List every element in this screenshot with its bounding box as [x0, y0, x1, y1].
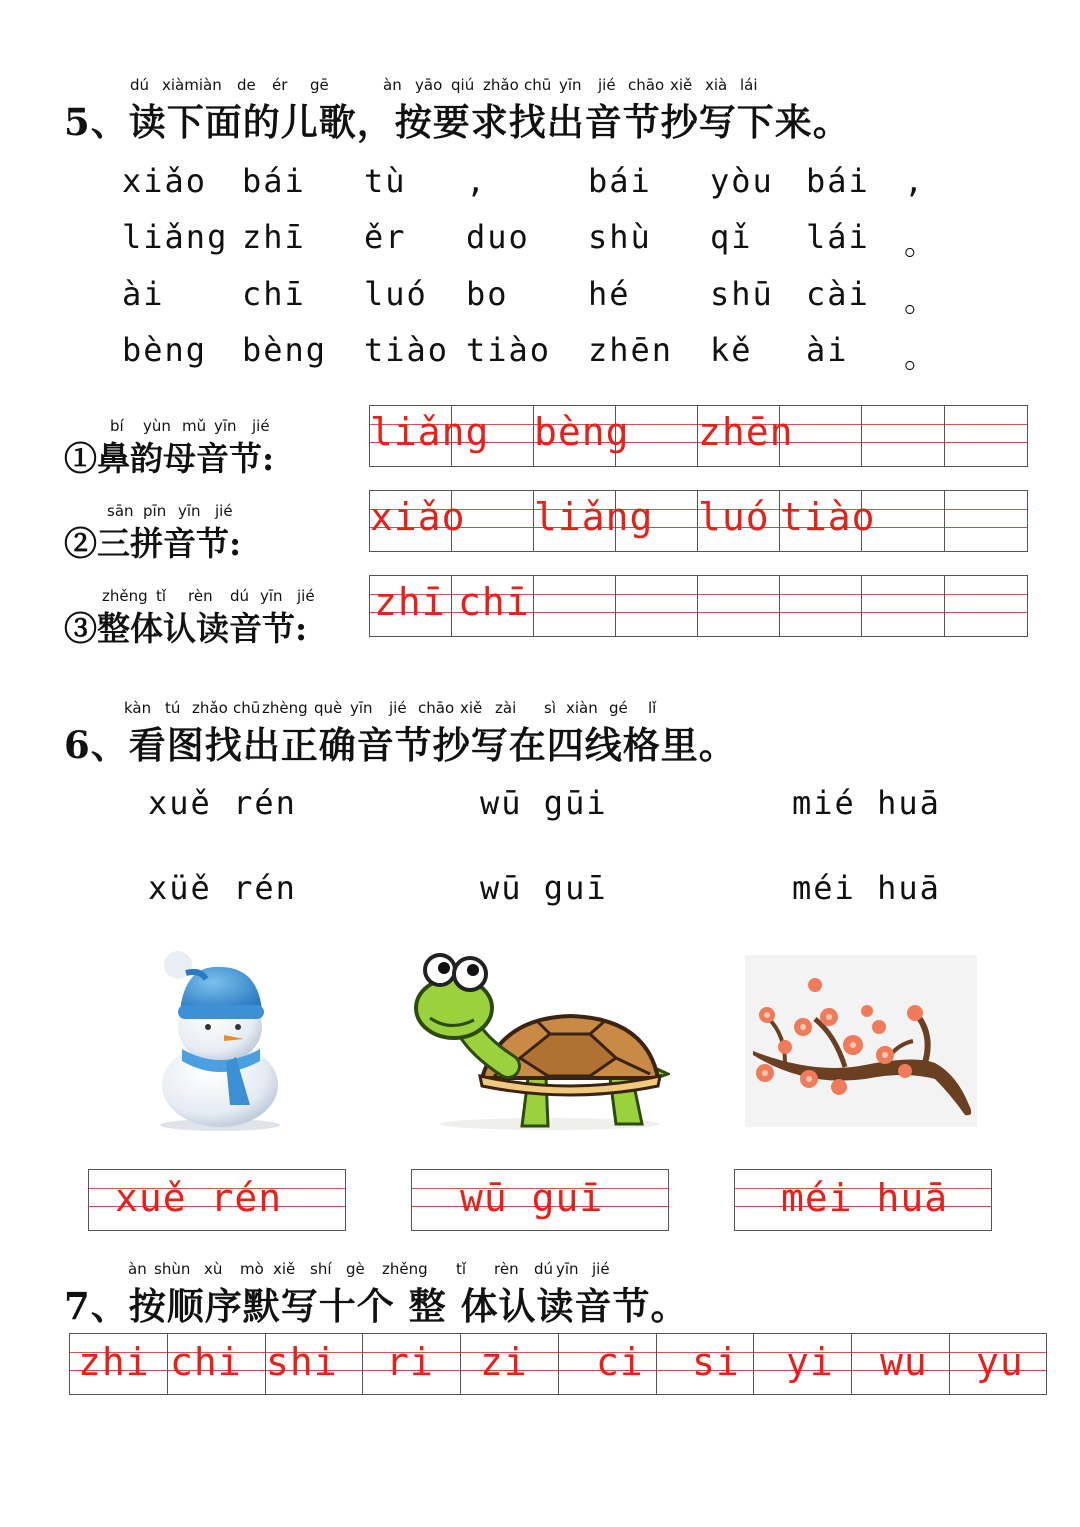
option-text: xüě rén — [148, 869, 297, 907]
pinyin: chāo — [628, 76, 665, 94]
snowman-picture — [140, 945, 300, 1135]
song-syllable: luó — [364, 275, 428, 313]
answer-syllable: yu — [976, 1340, 1024, 1384]
pinyin: yīn — [178, 502, 201, 520]
song-syllable: chī — [242, 275, 306, 313]
pinyin: zài — [495, 699, 517, 717]
pinyin: dú — [230, 587, 250, 605]
pinyin: sān — [107, 502, 134, 520]
q6-answer-grid-2 — [411, 1169, 669, 1231]
song-syllable: bo — [466, 275, 509, 313]
pinyin: lǐ — [648, 699, 657, 717]
song-syllable: kě — [710, 331, 753, 369]
song-syllable: ài — [122, 275, 165, 313]
answer-syllable: liǎng — [370, 410, 490, 454]
song-syllable: xiǎo — [122, 162, 208, 200]
answer-syllable: liǎng — [534, 495, 654, 539]
pinyin: yāo — [415, 76, 443, 94]
sub3-answer-grid — [369, 575, 1028, 637]
pinyin: bí — [110, 417, 124, 435]
answer-syllable: zi — [480, 1340, 528, 1384]
pinyin: yīn — [214, 417, 237, 435]
pinyin: dú — [534, 1260, 554, 1278]
answer-syllable: zhī — [374, 580, 446, 624]
pinyin: yīn — [556, 1260, 579, 1278]
q6-title: 6、看图找出正确音节抄写在四线格里。 — [64, 723, 737, 767]
answer-syllable: zhēn — [698, 410, 794, 454]
plum-blossom-picture — [745, 955, 977, 1127]
pinyin: mǔ — [182, 417, 207, 435]
pinyin: àn — [128, 1260, 147, 1278]
song-syllable: tù — [364, 162, 407, 200]
pinyin: gē — [310, 76, 329, 94]
pinyin: chū — [524, 76, 552, 94]
song-syllable: lái — [806, 218, 870, 256]
pinyin: lái — [740, 76, 758, 94]
pinyin: gé — [609, 699, 628, 717]
answer-syllable: ri — [386, 1340, 434, 1384]
option-text: xuě rén — [148, 784, 297, 822]
song-syllable: bèng — [122, 331, 208, 369]
pinyin: zhèng — [262, 699, 308, 717]
pinyin: sì — [544, 699, 556, 717]
answer-text: wū guī — [460, 1176, 604, 1220]
pinyin: zhěng — [102, 587, 148, 605]
pinyin: yīn — [260, 587, 283, 605]
pinyin: jié — [252, 417, 270, 435]
answer-syllable: chi — [170, 1340, 242, 1384]
song-syllable: bèng — [242, 331, 328, 369]
sub1-answer-grid — [369, 405, 1028, 467]
pinyin: xiàmiàn — [162, 76, 222, 94]
pinyin: xià — [705, 76, 728, 94]
answer-syllable: yi — [786, 1340, 834, 1384]
pinyin: xiě — [670, 76, 693, 94]
pinyin: mò — [240, 1260, 264, 1278]
pinyin: zhǎo — [192, 699, 228, 717]
answer-text: méi huā — [781, 1176, 949, 1220]
song-syllable: ài — [806, 331, 849, 369]
turtle-picture — [410, 948, 670, 1138]
pinyin: àn — [383, 76, 402, 94]
song-syllable: qǐ — [710, 218, 753, 256]
pinyin: jié — [215, 502, 233, 520]
sub2-answer-grid — [369, 490, 1028, 552]
answer-syllable: xiǎo — [370, 495, 466, 539]
answer-syllable: wu — [880, 1340, 928, 1384]
sub3-label: ③整体认读音节: — [64, 609, 308, 648]
song-syllable: liǎng — [122, 218, 229, 256]
q7-title: 7、按顺序默写十个 整 体认读音节。 — [64, 1284, 689, 1328]
pinyin: chū — [233, 699, 261, 717]
pinyin: gè — [346, 1260, 365, 1278]
pinyin: pīn — [143, 502, 167, 520]
song-syllable: bái — [806, 162, 870, 200]
song-syllable: hé — [588, 275, 631, 313]
pinyin: shùn — [154, 1260, 191, 1278]
pinyin: ér — [272, 76, 288, 94]
q6-answer-grid-1 — [88, 1169, 346, 1231]
pinyin: shí — [310, 1260, 332, 1278]
pinyin: jié — [297, 587, 315, 605]
answer-syllable: luó — [698, 495, 770, 539]
song-syllable: shū — [710, 275, 774, 313]
pinyin: tǐ — [156, 587, 167, 605]
q5-title: 5、读下面的儿歌，按要求找出音节抄写下来。 — [64, 100, 851, 144]
song-syllable: , — [904, 162, 926, 200]
pinyin: jié — [598, 76, 616, 94]
q7-answer-grid — [69, 1333, 1047, 1395]
pinyin: zhǎo — [483, 76, 519, 94]
answer-syllable: bèng — [534, 410, 630, 454]
option-text: wū gūi — [480, 784, 608, 822]
answer-syllable: si — [692, 1340, 740, 1384]
pinyin: xù — [204, 1260, 223, 1278]
option-text: mié huā — [792, 784, 941, 822]
pinyin: xiě — [460, 699, 483, 717]
song-syllable: tiào — [364, 331, 450, 369]
option-text: méi huā — [792, 869, 941, 907]
sub2-label: ②三拼音节: — [64, 524, 242, 563]
song-syllable: zhī — [242, 218, 306, 256]
answer-syllable: tiào — [780, 495, 876, 539]
pinyin: jié — [592, 1260, 610, 1278]
song-syllable: bái — [588, 162, 652, 200]
song-syllable: bái — [242, 162, 306, 200]
song-syllable: ěr — [364, 218, 407, 256]
pinyin: yīn — [350, 699, 373, 717]
pinyin: xiàn — [566, 699, 598, 717]
option-text: wū guī — [480, 869, 608, 907]
pinyin: xiě — [273, 1260, 296, 1278]
pinyin: qiú — [451, 76, 475, 94]
pinyin: jié — [389, 699, 407, 717]
song-syllable: cài — [806, 275, 870, 313]
sub1-label: ①鼻韵母音节: — [64, 439, 275, 478]
pinyin: rèn — [188, 587, 213, 605]
pinyin: kàn — [124, 699, 152, 717]
pinyin: yīn — [559, 76, 582, 94]
song-syllable: yòu — [710, 162, 774, 200]
q6-answer-grid-3 — [734, 1169, 992, 1231]
pinyin: chāo — [418, 699, 455, 717]
pinyin: zhěng — [382, 1260, 428, 1278]
answer-syllable: chī — [458, 580, 530, 624]
song-syllable: duo — [466, 218, 530, 256]
song-syllable: shù — [588, 218, 652, 256]
pinyin: tú — [165, 699, 181, 717]
song-syllable: , — [466, 162, 488, 200]
pinyin: de — [237, 76, 256, 94]
song-syllable: 。 — [904, 224, 939, 262]
song-syllable: 。 — [904, 337, 939, 375]
answer-syllable: ci — [596, 1340, 644, 1384]
song-syllable: zhēn — [588, 331, 674, 369]
song-syllable: 。 — [904, 281, 939, 319]
pinyin: rèn — [494, 1260, 519, 1278]
pinyin: tǐ — [456, 1260, 467, 1278]
song-syllable: tiào — [466, 331, 552, 369]
answer-syllable: zhi — [78, 1340, 150, 1384]
pinyin: què — [314, 699, 343, 717]
answer-syllable: shi — [266, 1340, 338, 1384]
answer-text: xuě rén — [115, 1176, 283, 1220]
pinyin: yùn — [143, 417, 171, 435]
pinyin: dú — [130, 76, 150, 94]
